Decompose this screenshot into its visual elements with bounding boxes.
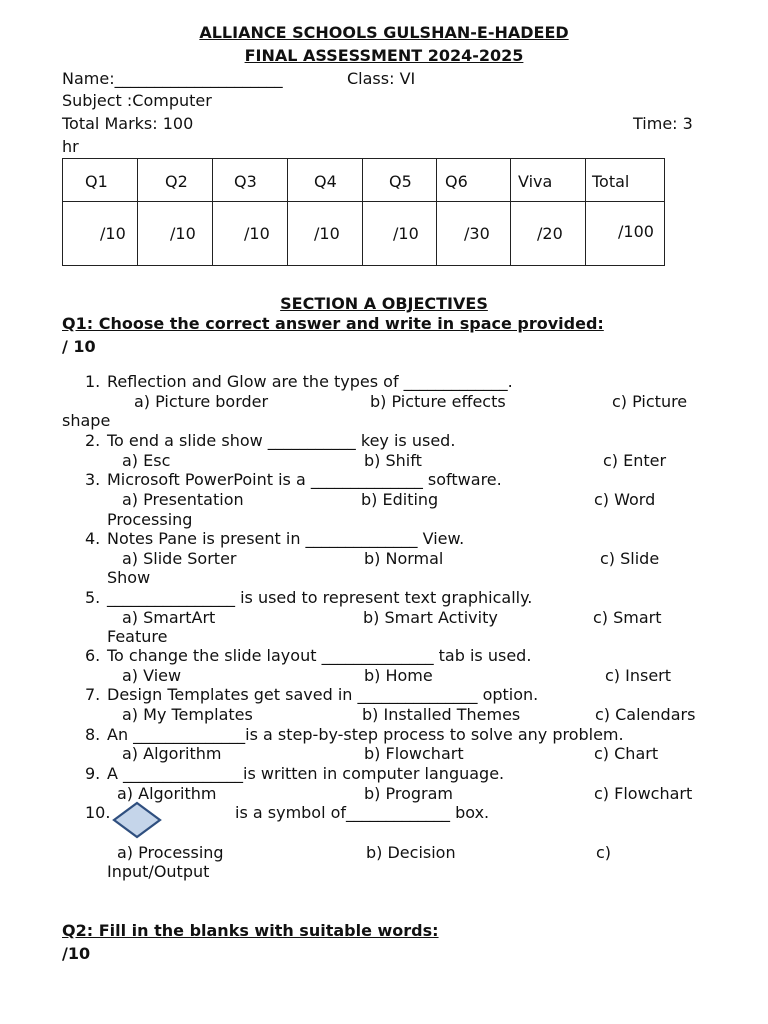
mcq-option-c: c) Smart [593,608,662,627]
mcq-number: 5. [85,588,101,607]
name-label: Name:_____________________ [62,69,283,88]
mcq-option-a: a) Processing [117,843,224,862]
marks-value-q6: /30 [437,202,511,266]
mcq-option-c: c) Flowchart [594,784,693,803]
mcq-question: ________________ is used to represent text graphically. [107,588,533,607]
total-marks-label: Total Marks: 100 [62,114,194,133]
q2-title: Q2: Fill in the blanks with suitable words: [62,921,439,940]
marks-header-viva: Viva [511,159,586,202]
mcq-option-b: b) Installed Themes [362,705,521,724]
exam-title: FINAL ASSESSMENT 2024-2025 [244,46,524,65]
mcq-option-b: b) Flowchart [364,744,464,763]
mcq-number: 2. [85,431,101,450]
mcq-question: A _______________is written in computer language. [107,764,505,783]
mcq-option-a: a) Esc [122,451,171,470]
mcq-number: 1. [85,372,101,391]
marks-header-q4: Q4 [288,159,363,202]
marks-value-q3: /10 [213,202,288,266]
mcq-option-a: a) View [122,666,182,685]
marks-value-total: /100 [586,202,665,266]
mcq-question: is a symbol of_____________ box. [235,803,490,822]
mcq-question: Reflection and Glow are the types of _____________. [107,372,513,391]
mcq-option-a: a) Algorithm [122,744,222,763]
subject-label: Subject :Computer [62,91,212,110]
mcq-option-b: b) Smart Activity [363,608,498,627]
marks-header-q3: Q3 [213,159,288,202]
q1-title: Q1: Choose the correct answer and write in space provided: [62,314,604,333]
mcq-option-b: b) Shift [364,451,422,470]
mcq-number: 10. [85,803,111,822]
flowchart-decision-diamond-icon [112,801,162,839]
mcq-option-b: b) Normal [364,549,444,568]
mcq-option-a: a) Presentation [122,490,244,509]
q1-marks: / 10 [62,337,96,356]
marks-value-q1: /10 [63,202,138,266]
mcq-option-c-wrap: shape [62,411,111,430]
mcq-question: To change the slide layout ______________ tab is used. [107,646,532,665]
mcq-option-a: a) SmartArt [122,608,216,627]
mcq-question: Microsoft PowerPoint is a ______________ software. [107,470,502,489]
mcq-option-a: a) Slide Sorter [122,549,237,568]
mcq-question: Design Templates get saved in _______________ option. [107,685,539,704]
mcq-option-b: b) Home [364,666,433,685]
mcq-option-a: a) Algorithm [117,784,217,803]
mcq-option-b: b) Picture effects [370,392,506,411]
marks-table-values-row [63,202,665,266]
marks-value-viva: /20 [511,202,586,266]
mcq-option-b: b) Program [364,784,453,803]
marks-value-q4: /10 [288,202,363,266]
mcq-question: An ______________is a step-by-step process to solve any problem. [107,725,624,744]
time-label: Time: 3 [633,114,693,133]
marks-table-header-row [63,159,665,202]
class-label: Class: VI [347,69,416,88]
mcq-option-c-wrap: Processing [107,510,193,529]
mcq-option-c: c) [596,843,612,862]
marks-header-q1: Q1 [63,159,138,202]
mcq-option-c: c) Calendars [595,705,696,724]
mcq-option-c: c) Word [594,490,656,509]
mcq-option-c-wrap: Input/Output [107,862,210,881]
school-name: ALLIANCE SCHOOLS GULSHAN-E-HADEED [199,23,569,42]
marks-header-q2: Q2 [138,159,213,202]
mcq-question: Notes Pane is present in ______________ View. [107,529,465,548]
mcq-number: 9. [85,764,101,783]
mcq-option-c: c) Picture [612,392,688,411]
mcq-option-b: b) Decision [366,843,456,862]
mcq-option-a: a) Picture border [134,392,269,411]
mcq-question: To end a slide show ___________ key is used. [107,431,456,450]
marks-value-q2: /10 [138,202,213,266]
section-a-title: SECTION A OBJECTIVES [280,294,488,313]
mcq-option-c: c) Chart [594,744,659,763]
mcq-option-c-wrap: Show [107,568,151,587]
marks-table [62,158,665,266]
mcq-number: 4. [85,529,101,548]
mcq-number: 7. [85,685,101,704]
q2-marks: /10 [62,944,91,963]
mcq-option-a: a) My Templates [122,705,253,724]
time-label-wrap: hr [62,137,79,156]
mcq-option-c: c) Insert [605,666,672,685]
marks-header-total: Total [586,159,665,202]
marks-header-q6: Q6 [437,159,511,202]
mcq-number: 6. [85,646,101,665]
mcq-number: 3. [85,470,101,489]
marks-value-q5: /10 [363,202,437,266]
marks-header-q5: Q5 [363,159,437,202]
mcq-number: 8. [85,725,101,744]
mcq-option-b: b) Editing [361,490,439,509]
mcq-option-c-wrap: Feature [107,627,168,646]
mcq-option-c: c) Enter [603,451,667,470]
mcq-option-c: c) Slide [600,549,660,568]
